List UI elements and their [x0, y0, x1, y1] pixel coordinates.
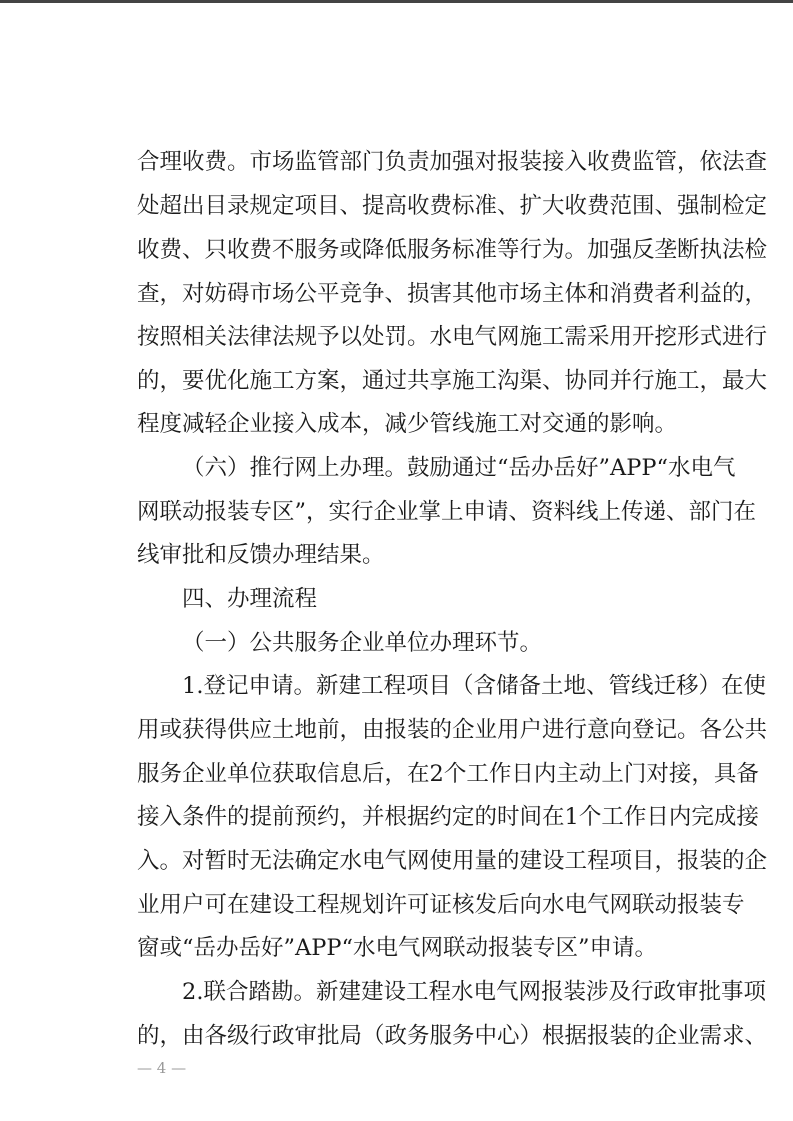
body-text-line: 网联动报装专区”，实行企业掌上申请、资料线上传递、部门在	[137, 499, 757, 525]
body-text-line: （六）推行网上办理。鼓励通过“岳办岳好”APP“水电气	[182, 455, 736, 481]
body-text-line: 合理收费。市场监管部门负责加强对报装接入收费监管，依法查	[137, 149, 768, 175]
body-text-line: 程度减轻企业接入成本，减少管线施工对交通的影响。	[137, 411, 678, 437]
body-text-line: 查，对妨碍市场公平竞争、损害其他市场主体和消费者利益的，	[137, 281, 768, 307]
body-text-line: 1.登记申请。新建工程项目（含储备土地、管线迁移）在使	[182, 673, 766, 699]
body-text-line: 线审批和反馈办理结果。	[137, 542, 385, 568]
body-text-line: 2.联合踏勘。新建建设工程水电气网报装涉及行政审批事项	[182, 979, 766, 1005]
body-text-line: 窗或“岳办岳好”APP“水电气网联动报装专区”申请。	[137, 935, 658, 961]
body-text-line: 的，由各级行政审批局（政务服务中心）根据报装的企业需求、	[137, 1023, 768, 1049]
body-text-line: 的，要优化施工方案，通过共享施工沟渠、协同并行施工，最大	[137, 368, 768, 394]
body-text-line: 收费、只收费不服务或降低服务标准等行为。加强反垄断执法检	[137, 237, 768, 263]
body-text-line: 入。对暂时无法确定水电气网使用量的建设工程项目，报装的企	[137, 848, 768, 874]
body-text-line: 处超出目录规定项目、提高收费标准、扩大收费范围、强制检定	[137, 193, 768, 219]
body-text-line: 用或获得供应土地前，由报装的企业用户进行意向登记。各公共	[137, 717, 768, 743]
body-text-line: 业用户可在建设工程规划许可证核发后向水电气网联动报装专	[137, 892, 745, 918]
body-text-line: 接入条件的提前预约，并根据约定的时间在1个工作日内完成接	[137, 804, 759, 830]
section-heading: 四、办理流程	[182, 586, 318, 612]
page-number: — 4 —	[137, 1059, 187, 1077]
body-text-line: 服务企业单位获取信息后，在2个工作日内主动上门对接，具备	[137, 761, 759, 787]
body-text-line: 按照相关法律法规予以处罚。水电气网施工需采用开挖形式进行	[137, 324, 768, 350]
subsection-heading: （一）公共服务企业单位办理环节。	[182, 630, 543, 656]
